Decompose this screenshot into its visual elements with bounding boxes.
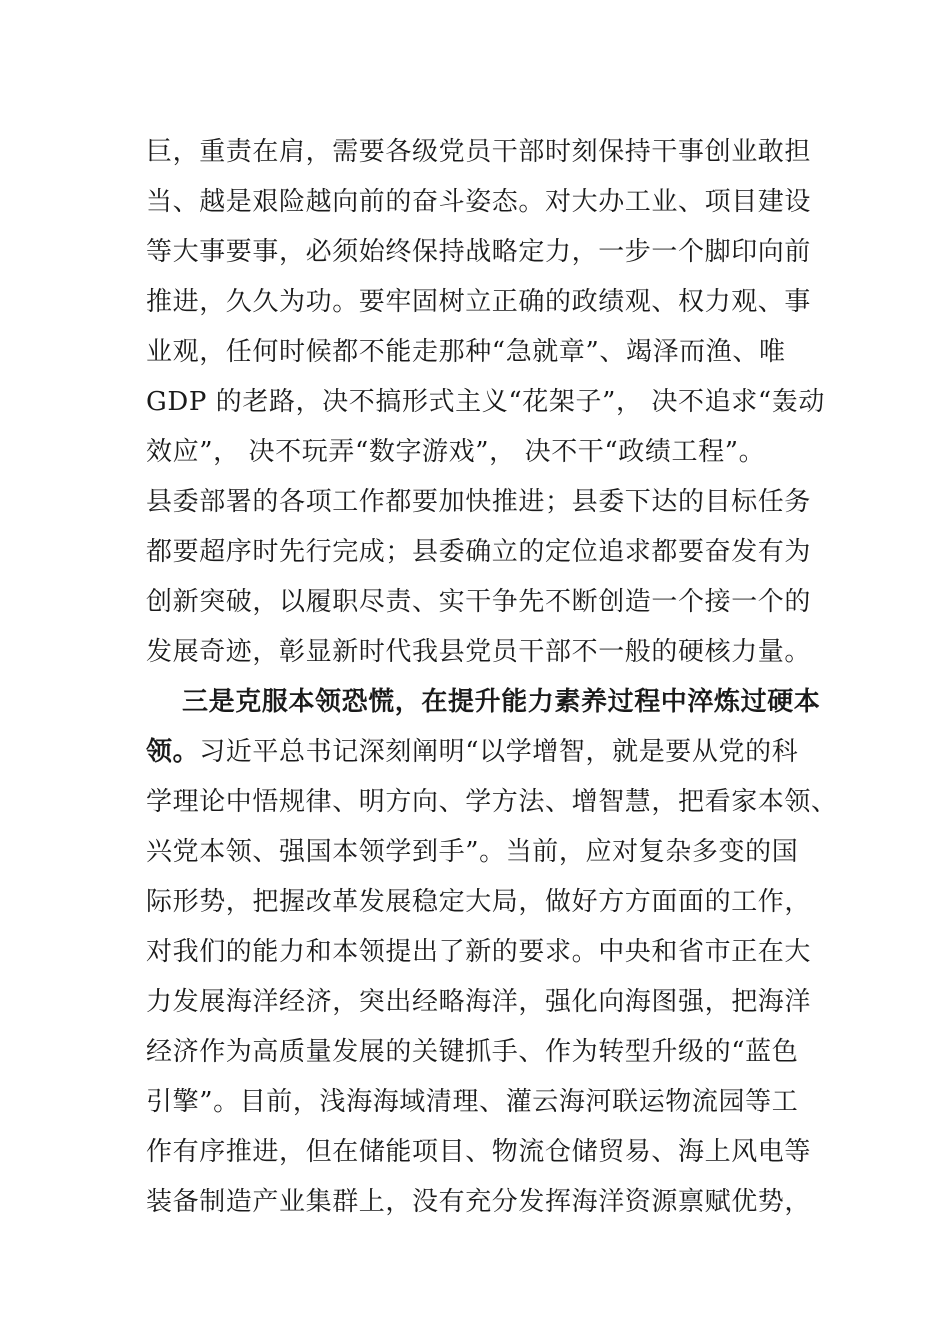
text-line: 发展奇迹，彰显新时代我县党员干部不一般的硬核力量。 [146,637,812,667]
text-line: 经济作为高质量发展的关键抓手、作为转型升级的“蓝色 [146,1037,799,1067]
text-line: 创新突破，以履职尽责、实干争先不断创造一个接一个的 [146,587,812,617]
text-line: 县委部署的各项工作都要加快推进；县委下达的目标任务 [146,487,812,517]
text-line: 学理论中悟规律、明方向、学方法、增智慧，把看家本领、 [146,787,838,817]
text-line: 力发展海洋经济，突出经略海洋，强化向海图强，把海洋 [146,987,812,1017]
text-line: 当、越是艰险越向前的奋斗姿态。对大办工业、项目建设 [146,187,812,217]
text-line: 对我们的能力和本领提出了新的要求。中央和省市正在大 [146,937,812,967]
text-line: 兴党本领、强国本领学到手”。当前，应对复杂多变的国 [146,837,799,867]
text-line: 引擎”。目前，浅海海域清理、灌云海河联运物流园等工 [146,1087,799,1117]
section-heading-line: 三是克服本领恐慌，在提升能力素养过程中淬炼过硬本 [182,687,821,717]
text-line: 际形势，把握改革发展稳定大局，做好方方面面的工作， [146,887,812,917]
text-line-continuation: 习近平总书记深刻阐明“以学增智，就是要从党的科 [199,737,799,767]
text-line: 装备制造产业集群上，没有充分发挥海洋资源禀赋优势， [146,1187,812,1217]
section-heading-end: 领。 [146,737,200,767]
text-line: 作有序推进，但在储能项目、物流仓储贸易、海上风电等 [146,1137,812,1167]
text-line: GDP 的老路，决不搞形式主义“花架子”， 决不追求“轰动 [146,387,825,417]
text-line: 效应”， 决不玩弄“数字游戏”， 决不干“政绩工程”。 [146,437,766,467]
text-line-mixed [146,727,806,777]
text-line: 等大事要事，必须始终保持战略定力，一步一个脚印向前 [146,237,812,267]
text-line: 推进，久久为功。要牢固树立正确的政绩观、权力观、事 [146,287,812,317]
text-line: 巨，重责在肩，需要各级党员干部时刻保持干事创业敢担 [146,137,812,167]
text-line: 业观，任何时候都不能走那种“急就章”、竭泽而渔、唯 [146,337,786,367]
body-text [146,127,838,1227]
text-line: 都要超序时先行完成；县委确立的定位追求都要奋发有为 [146,537,812,567]
